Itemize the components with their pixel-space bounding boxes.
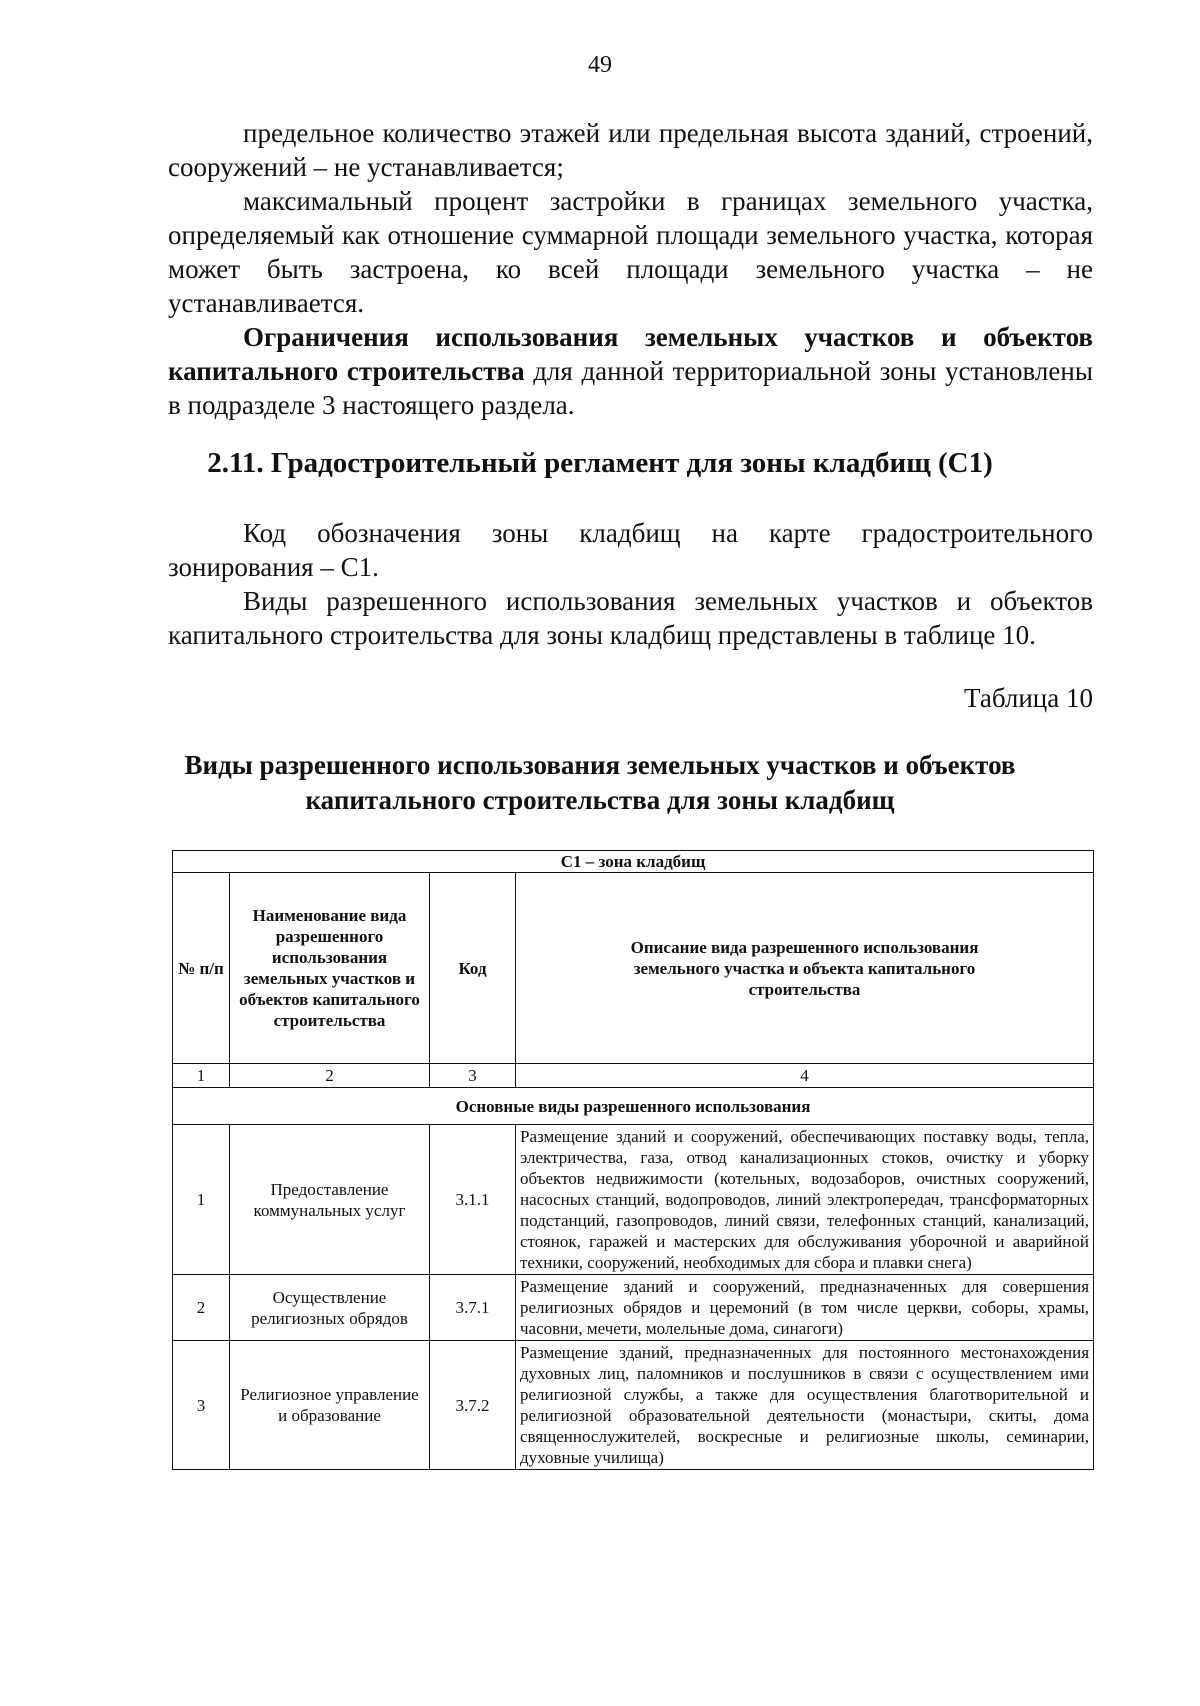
row-code: 3.1.1 [430, 1125, 516, 1275]
row-num: 3 [173, 1341, 230, 1470]
paragraph-table-reference: Виды разрешенного использования земельных участков и объектов капитального строительства для зоны кладбищ представлены в таблице 10. [168, 586, 1093, 650]
section-text [168, 516, 1093, 652]
table-label: Таблица 10 [964, 683, 1093, 713]
row-name: Осуществление религиозных обрядов [230, 1275, 430, 1341]
paragraph-restrictions [168, 320, 1093, 422]
row-num: 1 [173, 1125, 230, 1275]
table-row [173, 1125, 1094, 1275]
col-number: 3 [430, 1064, 516, 1088]
column-header-row [173, 873, 1094, 1064]
row-num: 2 [173, 1275, 230, 1341]
table-title [150, 748, 1050, 818]
section-heading: 2.11. Градостроительный регламент для зоны кладбищ (С1) [207, 447, 993, 479]
column-number-row [173, 1064, 1094, 1088]
row-description: Размещение зданий и сооружений, предназначенных для совершения религиозных обрядов и церемоний (в том числе церкви, соборы, храмы, часовни, мечети, молельные дома, синагоги) [516, 1275, 1094, 1341]
row-description: Размещение зданий, предназначенных для постоянного местонахождения духовных лиц, паломников и послушников в связи с осуществлением ими религиозной службы, а также для осуществления благотворительной и религиозной образовательной деятельности (монастыри, скиты, дома священнослужителей, воскресные и религиозные школы, семинарии, духовные училища) [516, 1341, 1094, 1470]
restrictions-rest-text: для данной территориальной зоны установлены в подразделе 3 настоящего раздела. [168, 356, 1093, 420]
table-row [173, 1275, 1094, 1341]
land-use-table [172, 850, 1094, 1470]
page-number: 49 [588, 52, 612, 78]
row-code: 3.7.1 [430, 1275, 516, 1341]
paragraph-zone-code: Код обозначения зоны кладбищ на карте градостроительного зонирования – С1. [168, 518, 1093, 582]
col-header-name: Наименование вида разрешенного использования земельных участков и объектов капитального строительства [230, 873, 430, 1064]
table-title-line: Виды разрешенного использования земельных участков и объектов [184, 750, 1016, 780]
row-code: 3.7.2 [430, 1341, 516, 1470]
row-description: Размещение зданий и сооружений, обеспечивающих поставку воды, тепла, электричества, газа, отвод канализационных стоков, очистку и уборку объектов недвижимости (котельных, водозаборов, очистных сооружений, насосных станций, водопроводов, линий электропередач, трансформаторных подстанций, газопроводов, линий связи, телефонных станций, канализаций, стоянок, гаражей и мастерских для обслуживания уборочной и аварийной техники, сооружений, необходимых для сбора и плавки снега) [516, 1125, 1094, 1275]
col-number: 4 [516, 1064, 1094, 1088]
zone-header-row [173, 851, 1094, 873]
group-header: Основные виды разрешенного использования [173, 1088, 1094, 1125]
col-number: 1 [173, 1064, 230, 1088]
restrictions-bold-text: Ограничения использования земельных участков и объектов капитального строительства [168, 322, 1093, 386]
col-header-code: Код [430, 873, 516, 1064]
intro-text [168, 116, 1093, 422]
col-number: 2 [230, 1064, 430, 1088]
zone-header: С1 – зона кладбищ [173, 851, 1094, 873]
col-header-desc: Описание вида разрешенного использования земельного участка и объекта капитального строительства [516, 873, 1094, 1064]
table-row [173, 1341, 1094, 1470]
paragraph-height-limit: предельное количество этажей или предельная высота зданий, строений, сооружений – не устанавливается; [168, 118, 1093, 182]
row-name: Религиозное управление и образование [230, 1341, 430, 1470]
col-header-num: № п/п [173, 873, 230, 1064]
row-name: Предоставление коммунальных услуг [230, 1125, 430, 1275]
group-header-row [173, 1088, 1094, 1125]
paragraph-building-percent: максимальный процент застройки в границах земельного участка, определяемый как отношение суммарной площади земельного участка, которая может быть застроена, ко всей площади земельного участка – не устанавливается. [168, 186, 1093, 318]
table-title-line: капитального строительства для зоны кладбищ [305, 785, 895, 815]
